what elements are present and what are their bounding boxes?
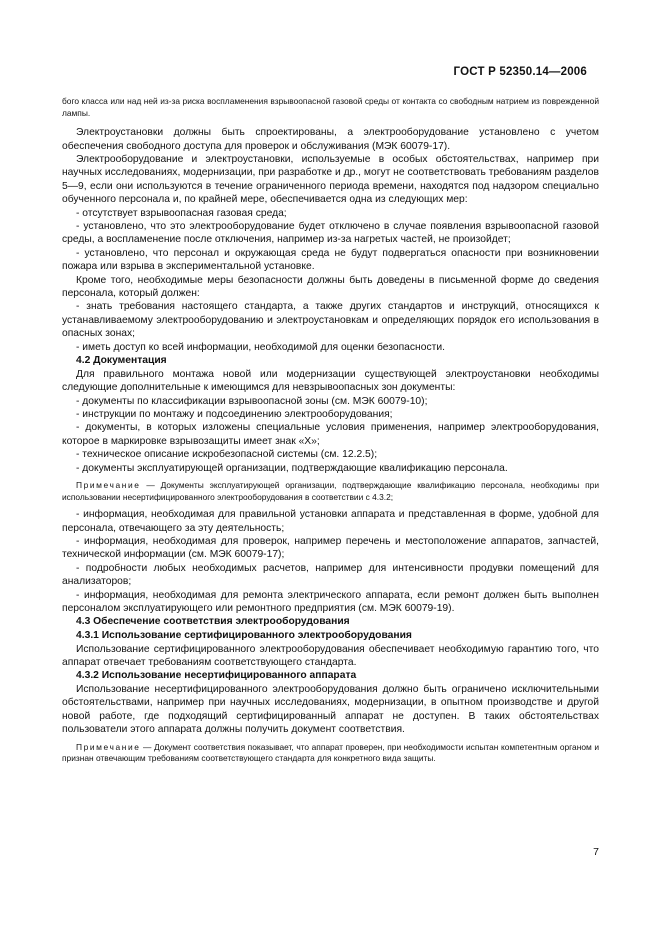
note-2-prefix: Примечание	[76, 741, 141, 752]
list-item: - установлено, что это электрооборудование будет отключено в случае появления взрывоопасной газовой среды, а воспламенение после отключения, например из-за нагретых частей, не произойдет;	[62, 221, 599, 246]
list-item: - документы эксплуатирующей организации, подтверждающие квалификацию персонала.	[76, 462, 508, 474]
list-item: - информация, необходимая для ремонта электрического аппарата, если ремонт должен быть выполнен персоналом эксплуатирующего или ремонтного предприятия (см. МЭК 60079-19).	[62, 589, 599, 614]
list-item: - знать требования настоящего стандарта, а также других стандартов и инструкций, относящихся к устанавливаемому электрооборудованию и электроустановкам и определяющих порядок его использования в опасных зонах;	[62, 301, 599, 340]
section-heading-4-3-1: 4.3.1 Использование сертифицированного электрооборудования	[76, 629, 412, 641]
list-item: - иметь доступ ко всей информации, необходимой для оценки безопасности.	[76, 341, 445, 353]
paragraph-special-circumstances: Электрооборудование и электроустановки, используемые в особых обстоятельствах, например при научных исследованиях, модернизации, при разработке и др., могут не соответствовать требованиям разделов 5—9, если они используются в течение ограниченного периода времени, находятся под надзором специально обученного персонала и, по крайней мере, обеспечивается одна из следующих мер:	[62, 154, 600, 206]
list-item: - информация, необходимая для правильной установки аппарата и представленная в форме, удобной для персонала, отвечающего за эту деятельность;	[62, 509, 599, 534]
list-item: - информация, необходимая для проверок, например перечень и местоположение аппаратов, запчастей, технической информации (см. МЭК 60079-17);	[62, 535, 599, 561]
paragraph-documentation: Для правильного монтажа новой или модернизации существующей электроустановки необходимы следующие дополнительные к имеющимся для невзрывоопасных зон документы:	[62, 368, 599, 394]
list-item: - подробности любых необходимых расчетов, например для интенсивности продувки помещений для анализаторов;	[62, 562, 599, 588]
paragraph-uncertified-equipment: Использование несертифицированного электрооборудования должно быть ограничено исключительными обстоятельствами, например при научных исследованиях, модернизации, в опытном производстве и другой новой работе, где подходящий сертифицированный аппарат не доступен. В таких обстоятельствах пользователи этого аппарата должны получить документ соответствия.	[62, 683, 599, 736]
intro-fragment: бого класса или над ней из-за риска воспламенения взрывоопасной газовой среды от контакта со свободным натрием из поврежденной лампы.	[62, 96, 599, 118]
list-item: - техническое описание искробезопасной системы (см. 12.2.5);	[76, 449, 378, 461]
note-1-text: — Документы эксплуатирующей организации, подтверждающие квалификацию персонала, необходимы при использовании несертифицированного электрооборудования в соответствии с 4.3.2;	[62, 479, 599, 502]
section-heading-4-2: 4.2 Документация	[76, 355, 167, 367]
document-body	[62, 96, 599, 765]
note-1	[62, 480, 599, 503]
note-2	[62, 742, 599, 765]
paragraph-certified-equipment: Использование сертифицированного электрооборудования обеспечивает необходимую гарантию того, что аппарат отвечает требованиям соответствующего стандарта.	[62, 643, 599, 668]
section-heading-4-3: 4.3 Обеспечение соответствия электрооборудования	[76, 616, 350, 628]
note-1-prefix: Примечание	[76, 479, 141, 490]
page-number: 7	[593, 846, 599, 858]
list-item: - документы, в которых изложены специальные условия применения, например электрооборудования, которое в маркировке взрывозащиты имеет знак «X»;	[62, 422, 599, 447]
list-item: - инструкции по монтажу и подсоединению электрооборудования;	[76, 408, 393, 420]
list-item: - документы по классификации взрывоопасной зоны (см. МЭК 60079-10);	[76, 395, 428, 407]
list-item: - установлено, что персонал и окружающая среда не будут подвергаться опасности при возникновении пожара или взрыва в экспериментальной установке.	[62, 247, 599, 273]
document-header: ГОСТ Р 52350.14—2006	[453, 66, 587, 78]
paragraph-safety-measures: Кроме того, необходимые меры безопасности должны быть доведены в письменной форме до сведения персонала, который должен:	[62, 274, 599, 300]
paragraph-installation-access: Электроустановки должны быть спроектированы, а электрооборудование установлено с учетом обеспечения свободного доступа для проверок и обслуживания (МЭК 60079-17).	[62, 127, 599, 152]
list-item: - отсутствует взрывоопасная газовая среда;	[76, 207, 287, 219]
note-2-text: — Документ соответствия показывает, что аппарат проверен, при необходимости испытан компетентным органом и признан отвечающим требованиям соответствующего стандарта для конкретного вида защиты.	[62, 741, 599, 764]
section-heading-4-3-2: 4.3.2 Использование несертифицированного аппарата	[76, 670, 357, 682]
